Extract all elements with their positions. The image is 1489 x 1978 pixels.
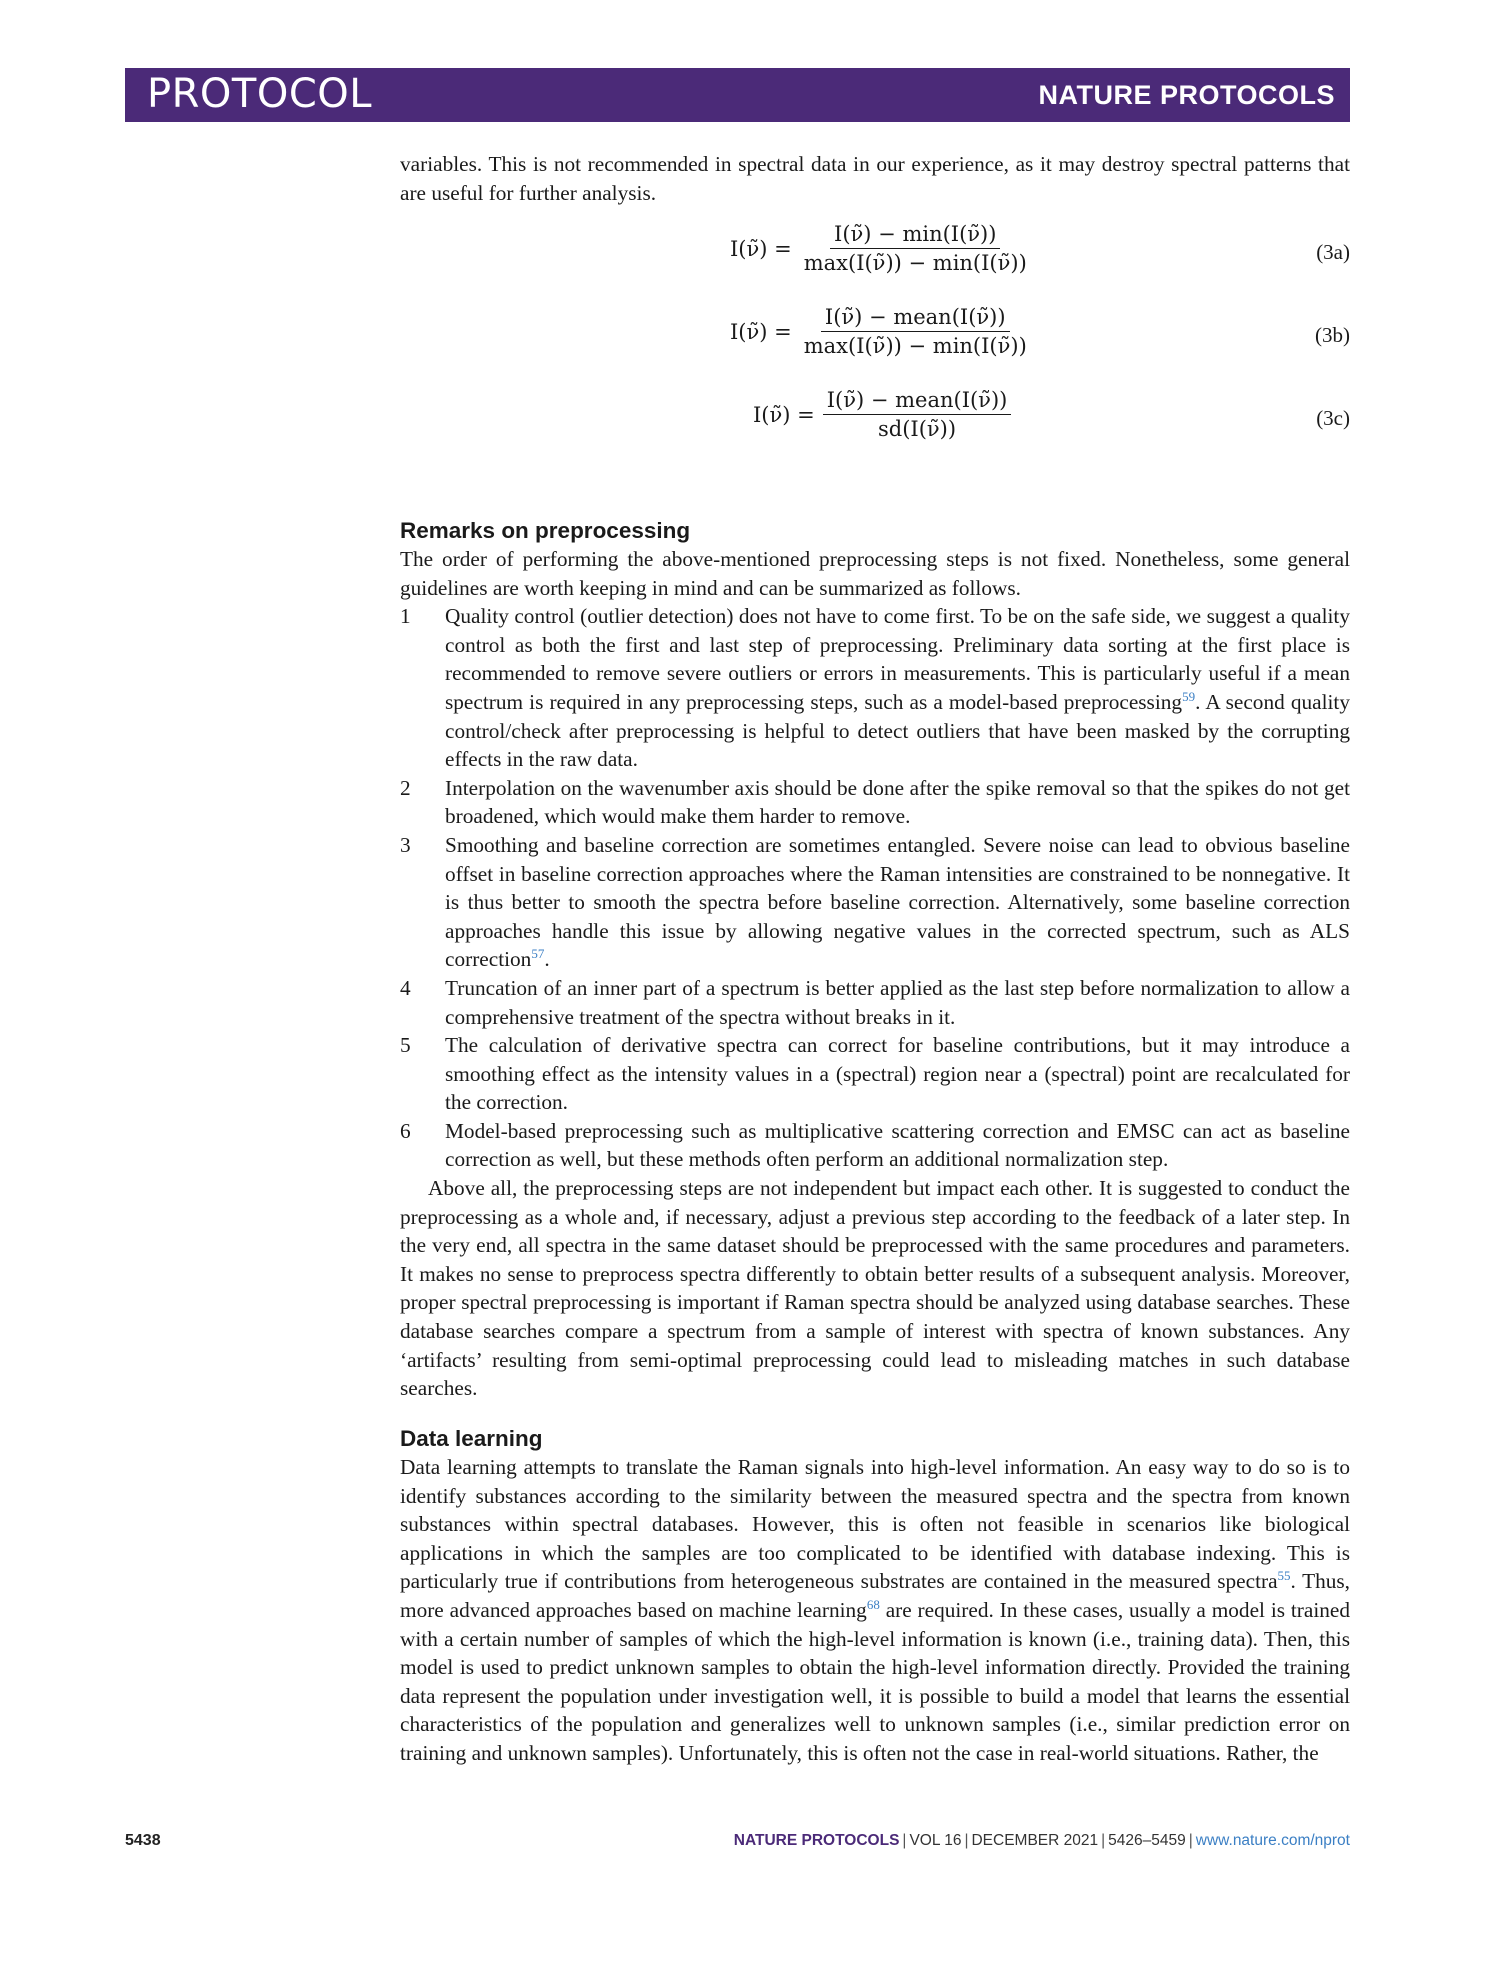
list-item bbox=[400, 1031, 1350, 1117]
equation-formula bbox=[730, 222, 1031, 275]
intro-text: variables. This is not recommended in spectral data in our experience, as it may destroy spectral patterns that are useful for further analysis. bbox=[400, 152, 1350, 205]
equation-formula bbox=[730, 305, 1031, 358]
footer-journal-name: NATURE PROTOCOLS bbox=[733, 1832, 900, 1849]
item-text: Smoothing and baseline correction are sometimes entangled. Severe noise can lead to obvious baseline offset in baseline correction approaches where the Raman intensities are constrained to be nonnegative. It is thus better to smooth the spectra before baseline correction. Alternatively, some baseline correction approaches handle this issue by allowing negative values in the corrected spectrum, such as ALS correction bbox=[445, 832, 1350, 972]
denominator: max(I(ν̃)) − min(I(ν̃)) bbox=[803, 334, 1027, 358]
section-heading: Data learning bbox=[400, 1426, 543, 1451]
fraction bbox=[823, 388, 1012, 441]
item-number: 6 bbox=[400, 1118, 411, 1143]
numerator: I(ν̃) − mean(I(ν̃)) bbox=[821, 305, 1010, 332]
numerator: I(ν̃) − min(I(ν̃)) bbox=[830, 222, 1000, 249]
denominator: max(I(ν̃)) − min(I(ν̃)) bbox=[803, 251, 1027, 275]
equation-3c bbox=[400, 388, 1350, 448]
page-footer bbox=[125, 1832, 1350, 1856]
equation-formula bbox=[753, 388, 1011, 441]
item-number: 3 bbox=[400, 832, 411, 857]
paragraph-text: . Thus, more advanced approaches based on machine learning bbox=[400, 1569, 1350, 1622]
equation-lhs: I(ν̃) = bbox=[730, 236, 792, 261]
page-number: 5438 bbox=[125, 1832, 161, 1849]
item-text: Interpolation on the wavenumber axis should be done after the spike removal so that the spikes do not get broadened, which would make them harder to remove. bbox=[445, 775, 1350, 829]
equation-label: (3b) bbox=[1315, 323, 1350, 347]
list-item bbox=[400, 774, 1350, 831]
numerator: I(ν̃) − mean(I(ν̃)) bbox=[823, 388, 1012, 415]
item-text: The calculation of derivative spectra can correct for baseline contributions, but it may introduce a smoothing effect as the intensity values in a (spectral) region near a (spectral) point are recalculated for the correction. bbox=[445, 1033, 1350, 1115]
remarks-list bbox=[400, 602, 1350, 1174]
journal-name: NATURE PROTOCOLS bbox=[1038, 80, 1335, 110]
remarks-section bbox=[400, 517, 1350, 1403]
item-text-cont: . bbox=[544, 947, 550, 972]
journal-citation: NATURE PROTOCOLS | VOL 16 | DECEMBER 2021 | 5426–5459 | www.nature.com/nprot bbox=[733, 1832, 1350, 1849]
data-learning-paragraph bbox=[400, 1453, 1350, 1768]
denominator: sd(I(ν̃)) bbox=[878, 417, 957, 441]
paragraph-text: Data learning attempts to translate the Raman signals into high-level information. An easy way to do so is to identify substances according to the similarity between the measured spectra and the spectra from known substances within spectral databases. However, this is often not feasible in scenarios like biological applications in which the samples are too complicated to be identified with database indexing. This is particularly true if contributions from heterogeneous substrates are contained in the measured spectra bbox=[400, 1455, 1350, 1594]
item-text: Truncation of an inner part of a spectrum is better applied as the last step before normalization to allow a comprehensive treatment of the spectra without breaks in it. bbox=[445, 975, 1350, 1029]
item-text: Model-based preprocessing such as multiplicative scattering correction and EMSC can act as baseline correction as well, but these methods often perform an additional normalization step. bbox=[445, 1118, 1350, 1172]
equation-lhs: I(ν̃) = bbox=[753, 402, 815, 427]
item-number: 5 bbox=[400, 1033, 411, 1058]
header-banner bbox=[125, 68, 1350, 122]
equation-3b bbox=[400, 305, 1350, 365]
equation-label: (3c) bbox=[1316, 406, 1350, 430]
item-text-cont: . A second quality control/check after preprocessing is helpful to detect outliers that have been masked by the corrupting effects in the raw data. bbox=[445, 689, 1350, 772]
list-item bbox=[400, 974, 1350, 1031]
item-text: Quality control (outlier detection) does not have to come first. To be on the safe side, we suggest a quality control as both the first and last step of preprocessing. Preliminary data sorting at the first place is recommended to remove severe outliers or errors in measurements. This is particularly useful if a mean spectrum is required in any preprocessing steps, such as a model-based preprocessing bbox=[445, 604, 1350, 714]
data-learning-section bbox=[400, 1425, 1350, 1768]
intro-paragraph bbox=[400, 150, 1350, 207]
footer-url-link[interactable]: www.nature.com/nprot bbox=[1195, 1832, 1350, 1849]
footer-volume: VOL 16 bbox=[909, 1832, 962, 1849]
section-label: PROTOCOL bbox=[147, 71, 373, 117]
list-item bbox=[400, 602, 1350, 774]
list-item bbox=[400, 1117, 1350, 1174]
list-item bbox=[400, 831, 1350, 974]
section-heading: Remarks on preprocessing bbox=[400, 518, 691, 543]
remarks-closing: Above all, the preprocessing steps are not independent but impact each other. It is suggested to conduct the preprocessing as a whole and, if necessary, adjust a previous step according to the feedback of a later step. In the very end, all spectra in the same dataset should be preprocessed with the same procedures and parameters. It makes no sense to preprocess spectra differently to obtain better results of a subsequent analysis. Moreover, proper spectral preprocessing is important if Raman spectra should be analyzed using database searches. These database searches compare a spectrum from a sample of interest with spectra of known substances. Any ‘artifacts’ resulting from semi-optimal preprocessing could lead to misleading matches in such database searches. bbox=[400, 1176, 1350, 1401]
equation-lhs: I(ν̃) = bbox=[730, 319, 792, 344]
fraction bbox=[800, 222, 1031, 275]
footer-date: DECEMBER 2021 bbox=[971, 1832, 1099, 1849]
equation-3a bbox=[400, 222, 1350, 282]
item-number: 1 bbox=[400, 604, 411, 629]
fraction bbox=[800, 305, 1031, 358]
paragraph-text: are required. In these cases, usually a model is trained with a certain number of samples of which the high-level information is known (i.e., training data). Then, this model is used to predict unknown samples to obtain the high-level information directly. Provided the training data represent the population under investigation well, it is possible to build a model that learns the essential characteristics of the population and generalizes well to unknown samples (i.e., similar prediction error on training and unknown samples). Unfortunately, this is often not the case in real-world situations. Rather, the bbox=[400, 1597, 1351, 1765]
citation-link[interactable]: 59 bbox=[1182, 688, 1196, 704]
footer-pages: 5426–5459 bbox=[1108, 1832, 1186, 1849]
citation-link[interactable]: 55 bbox=[1277, 1568, 1291, 1584]
citation-link[interactable]: 57 bbox=[531, 946, 545, 962]
item-number: 2 bbox=[400, 775, 411, 800]
citation-link[interactable]: 68 bbox=[866, 1596, 880, 1612]
remarks-intro: The order of performing the above-mentioned preprocessing steps is not fixed. Nonetheless, some general guidelines are worth keeping in mind and can be summarized as follows. bbox=[400, 547, 1350, 600]
item-number: 4 bbox=[400, 975, 411, 1000]
equation-label: (3a) bbox=[1316, 240, 1350, 264]
